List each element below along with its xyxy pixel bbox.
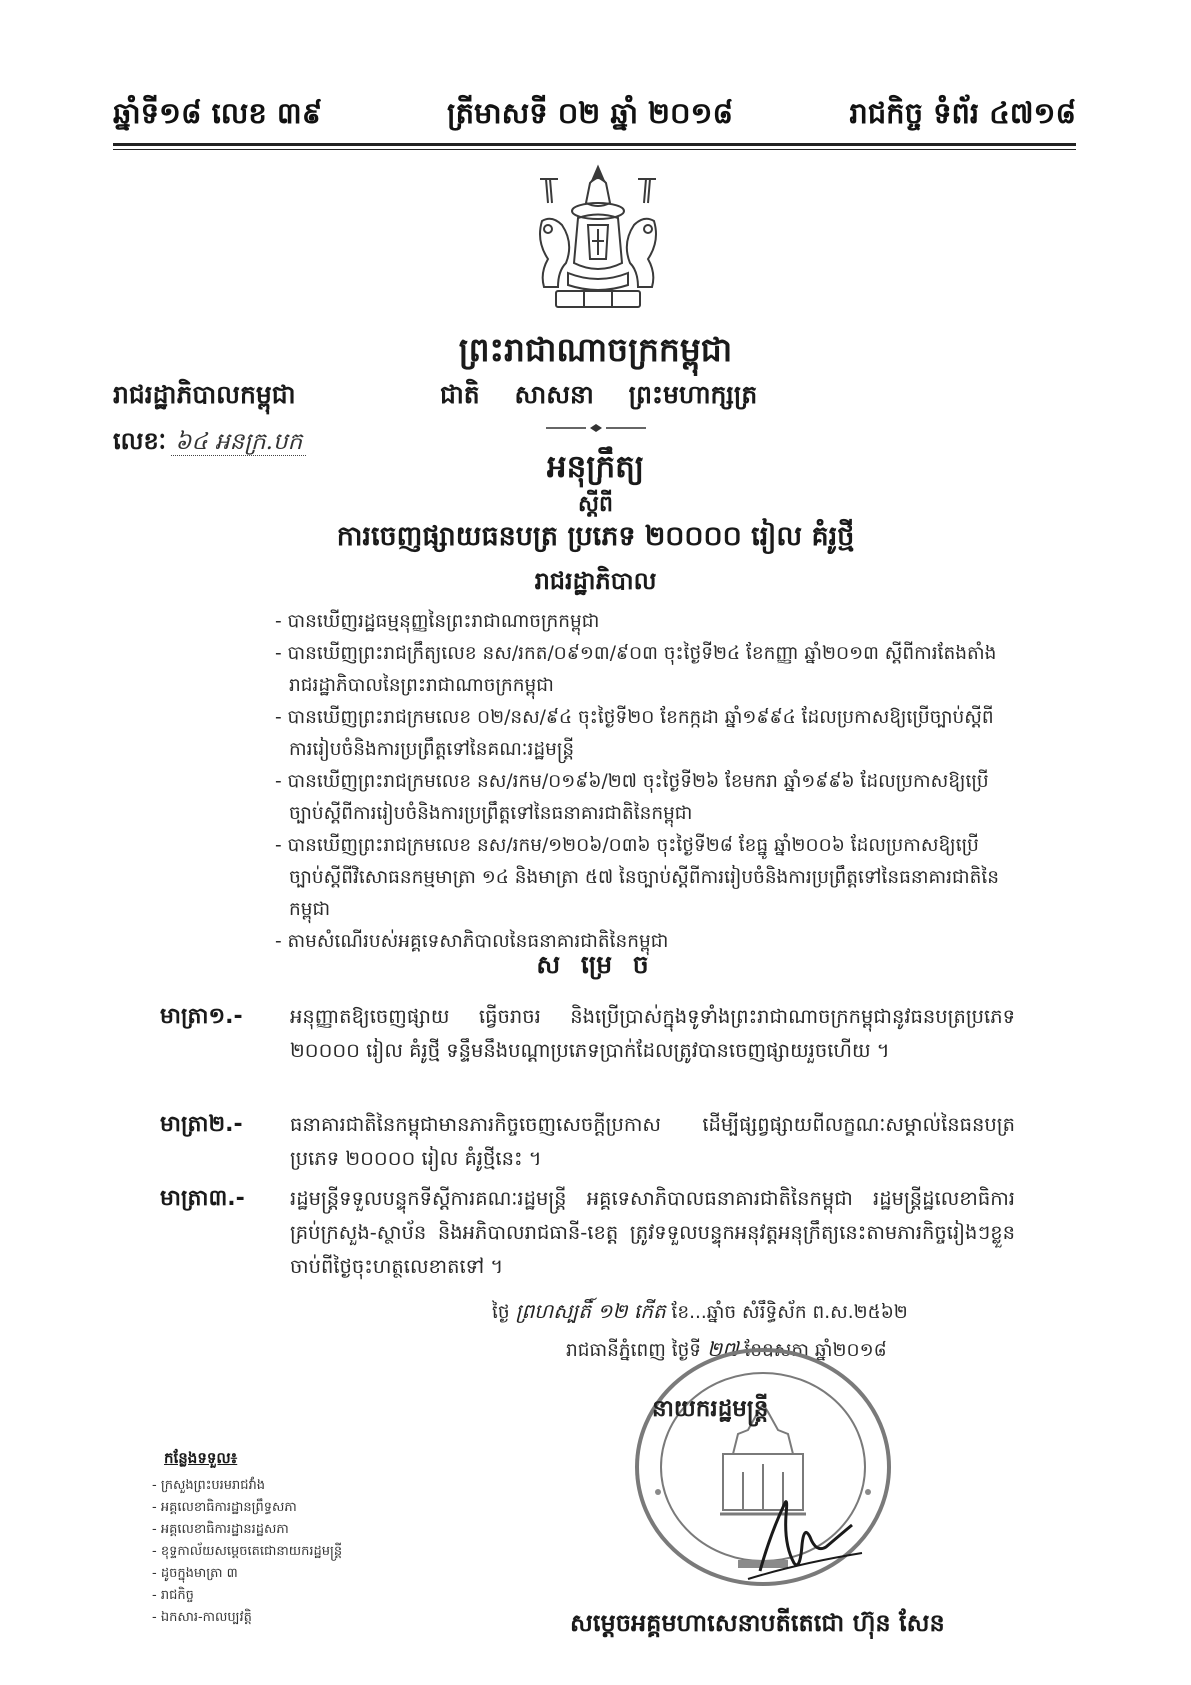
- issuer-name: រាជរដ្ឋាភិបាលកម្ពុជា: [113, 380, 296, 409]
- recital-item: - បានឃើញរដ្ឋធម្មនុញ្ញនៃព្រះរាជាណាចក្រកម្ពុជា: [275, 611, 600, 632]
- royal-coat-of-arms-icon: [518, 163, 678, 321]
- signature-icon: [740, 1475, 870, 1595]
- distribution-item: - ដូចក្នុងមាត្រា ៣: [152, 1566, 238, 1581]
- document-type: អនុក្រឹត្យ: [546, 449, 645, 485]
- distribution-item: - ខុទ្ទកាល័យសម្តេចតេជោនាយករដ្ឋមន្ត្រី: [152, 1544, 343, 1559]
- recital-item: - បានឃើញព្រះរាជក្រមលេខ នស/រកម/០១៩៦/២៧ ចុះថ្ងៃទី២៦ ខែមករា ឆ្នាំ១៩៩៦ ដែលប្រកាសឱ្យប្រើច្បាប់ស្តីពីការរៀបចំនិងការប្រព្រឹត្តទៅនៃធនាគារជាតិនៃកម្ពុជា: [275, 771, 989, 824]
- signer-name: សម្តេចអគ្គមហាសេនាបតីតេជោ ហ៊ុន សែន: [570, 1609, 945, 1637]
- motto-ornament-icon: [546, 423, 646, 433]
- document-subject: ការចេញផ្សាយធនបត្រ ប្រភេទ ២០០០០ រៀល គំរូថ្មី: [336, 521, 855, 552]
- article-3-label: មាត្រា៣.-: [160, 1186, 245, 1211]
- distribution-item: - អគ្គលេខាធិការដ្ឋានរដ្ឋសភា: [152, 1522, 289, 1537]
- distribution-list: [152, 1475, 452, 1629]
- national-motto: ជាតិ សាសនា ព្រះមហាក្សត្រ: [440, 380, 758, 409]
- gazette-page: រាជកិច្ច ទំព័រ ៤៧១៨: [849, 96, 1076, 130]
- recital-item: - បានឃើញព្រះរាជក្រឹត្យលេខ នស/រកត/០៩១៣/៩០៣ ចុះថ្ងៃទី២៤ ខែកញ្ញា ឆ្នាំ២០១៣ ស្តីពីការតែងតាំងរាជរដ្ឋាភិបាលនៃព្រះរាជាណាចក្រកម្ពុជា: [275, 643, 997, 696]
- reference-label: លេខៈ: [113, 427, 167, 455]
- signer-title: នាយករដ្ឋមន្ត្រី: [652, 1396, 769, 1422]
- article-1-label: មាត្រា១.-: [160, 1004, 243, 1029]
- header-rule: [113, 143, 1076, 146]
- about-label: ស្តីពី: [578, 492, 613, 517]
- place-date-day: ២៧: [706, 1337, 739, 1361]
- lunar-date-suffix: ខែ...ឆ្នាំច សំរឹទ្ធិស័ក ព.ស.២៥៦២: [671, 1302, 908, 1323]
- gazette-issue: ឆ្នាំទី១៨ លេខ ៣៩: [113, 96, 323, 130]
- decision-heading: ស ម្រេ ច: [536, 950, 655, 979]
- place-date-suffix: ខែឧសភា ឆ្នាំ២០១៨: [744, 1340, 887, 1361]
- lunar-date-prefix: ថ្ងៃ: [492, 1302, 510, 1323]
- reference-value: ៦៤ អនក្រ.បក: [171, 429, 306, 456]
- distribution-item: - ក្រសួងព្រះបរមរាជវាំង: [152, 1478, 266, 1493]
- header-rule-thin: [113, 149, 1076, 150]
- lunar-date: [492, 1298, 908, 1328]
- article-3-text: រដ្ឋមន្ត្រីទទួលបន្ទុកទីស្តីការគណៈរដ្ឋមន្ត្រី អគ្គទេសាភិបាលធនាគារជាតិនៃកម្ពុជា រដ្ឋមន្ត្រីដ្ឋលេខាធិការគ្រប់ក្រសួង-ស្ថាប័ន និងអភិបាលរាជធានី-ខេត្ត ត្រូវទទួលបន្ទុកអនុវត្តអនុក្រឹត្យនេះតាមភារកិច្ចរៀងៗខ្លួន ចាប់ពីថ្ងៃចុះហត្ថលេខាតទៅ ។: [290, 1187, 1015, 1278]
- recitals-list: [275, 606, 1010, 958]
- place-date-prefix: រាជធានីភ្នំពេញ ថ្ងៃទី: [566, 1340, 702, 1361]
- distribution-heading: កន្លែងទទួល៖: [164, 1449, 238, 1467]
- kingdom-title: ព្រះរាជាណាចក្រកម្ពុជា: [458, 330, 733, 369]
- gazette-date: ត្រីមាសទី ០២ ឆ្នាំ ២០១៨: [447, 96, 734, 130]
- article-2-text: ធនាគារជាតិនៃកម្ពុជាមានភារកិច្ចចេញសេចក្តីប្រកាស ដើម្បីផ្សព្វផ្សាយពីលក្ខណៈសម្គាល់នៃធនបត្រប្រភេទ ២០០០០ រៀល គំរូថ្មីនេះ ។: [290, 1113, 1015, 1170]
- recital-item: - បានឃើញព្រះរាជក្រមលេខ នស/រកម/១២០៦/០៣៦ ចុះថ្ងៃទី២៨ ខែធ្នូ ឆ្នាំ២០០៦ ដែលប្រកាសឱ្យប្រើច្បាប់ស្តីពីវិសោធនកម្មមាត្រា ១៤ និងមាត្រា ៥៧ នៃច្បាប់ស្តីពីការរៀបចំនិងការប្រព្រឹត្តទៅនៃធនាគារជាតិនៃកម្ពុជា: [275, 835, 999, 920]
- lunar-date-handwritten: ព្រហស្បតិ៍ ១២ កើត: [515, 1299, 666, 1323]
- body-heading: រាជរដ្ឋាភិបាល: [534, 567, 657, 595]
- distribution-item: - អគ្គលេខាធិការដ្ឋានព្រឹទ្ធសភា: [152, 1500, 297, 1515]
- distribution-item: - ឯកសារ-កាលប្បវត្តិ: [152, 1610, 252, 1625]
- article-2-label: មាត្រា២.-: [160, 1112, 243, 1137]
- recital-item: - បានឃើញព្រះរាជក្រមលេខ ០២/នស/៩៤ ចុះថ្ងៃទី២០ ខែកក្កដា ឆ្នាំ១៩៩៤ ដែលប្រកាសឱ្យប្រើច្បាប់ស្តីពីការរៀបចំនិងការប្រព្រឹត្តទៅនៃគណៈរដ្ឋមន្ត្រី: [275, 707, 994, 760]
- distribution-item: - រាជកិច្ច: [152, 1588, 194, 1603]
- recital-item: - តាមសំណើរបស់អគ្គទេសាភិបាលនៃធនាគារជាតិនៃកម្ពុជា: [275, 931, 669, 952]
- article-1-text: អនុញ្ញាតឱ្យចេញផ្សាយ ធ្វើចរាចរ និងប្រើប្រាស់ក្នុងទូទាំងព្រះរាជាណាចក្រកម្ពុជានូវធនបត្រប្រភេទ ២០០០០ រៀល គំរូថ្មី ទន្ទឹមនឹងបណ្តាប្រភេទប្រាក់ដែលត្រូវបានចេញផ្សាយរួចហើយ ។: [290, 1005, 1015, 1062]
